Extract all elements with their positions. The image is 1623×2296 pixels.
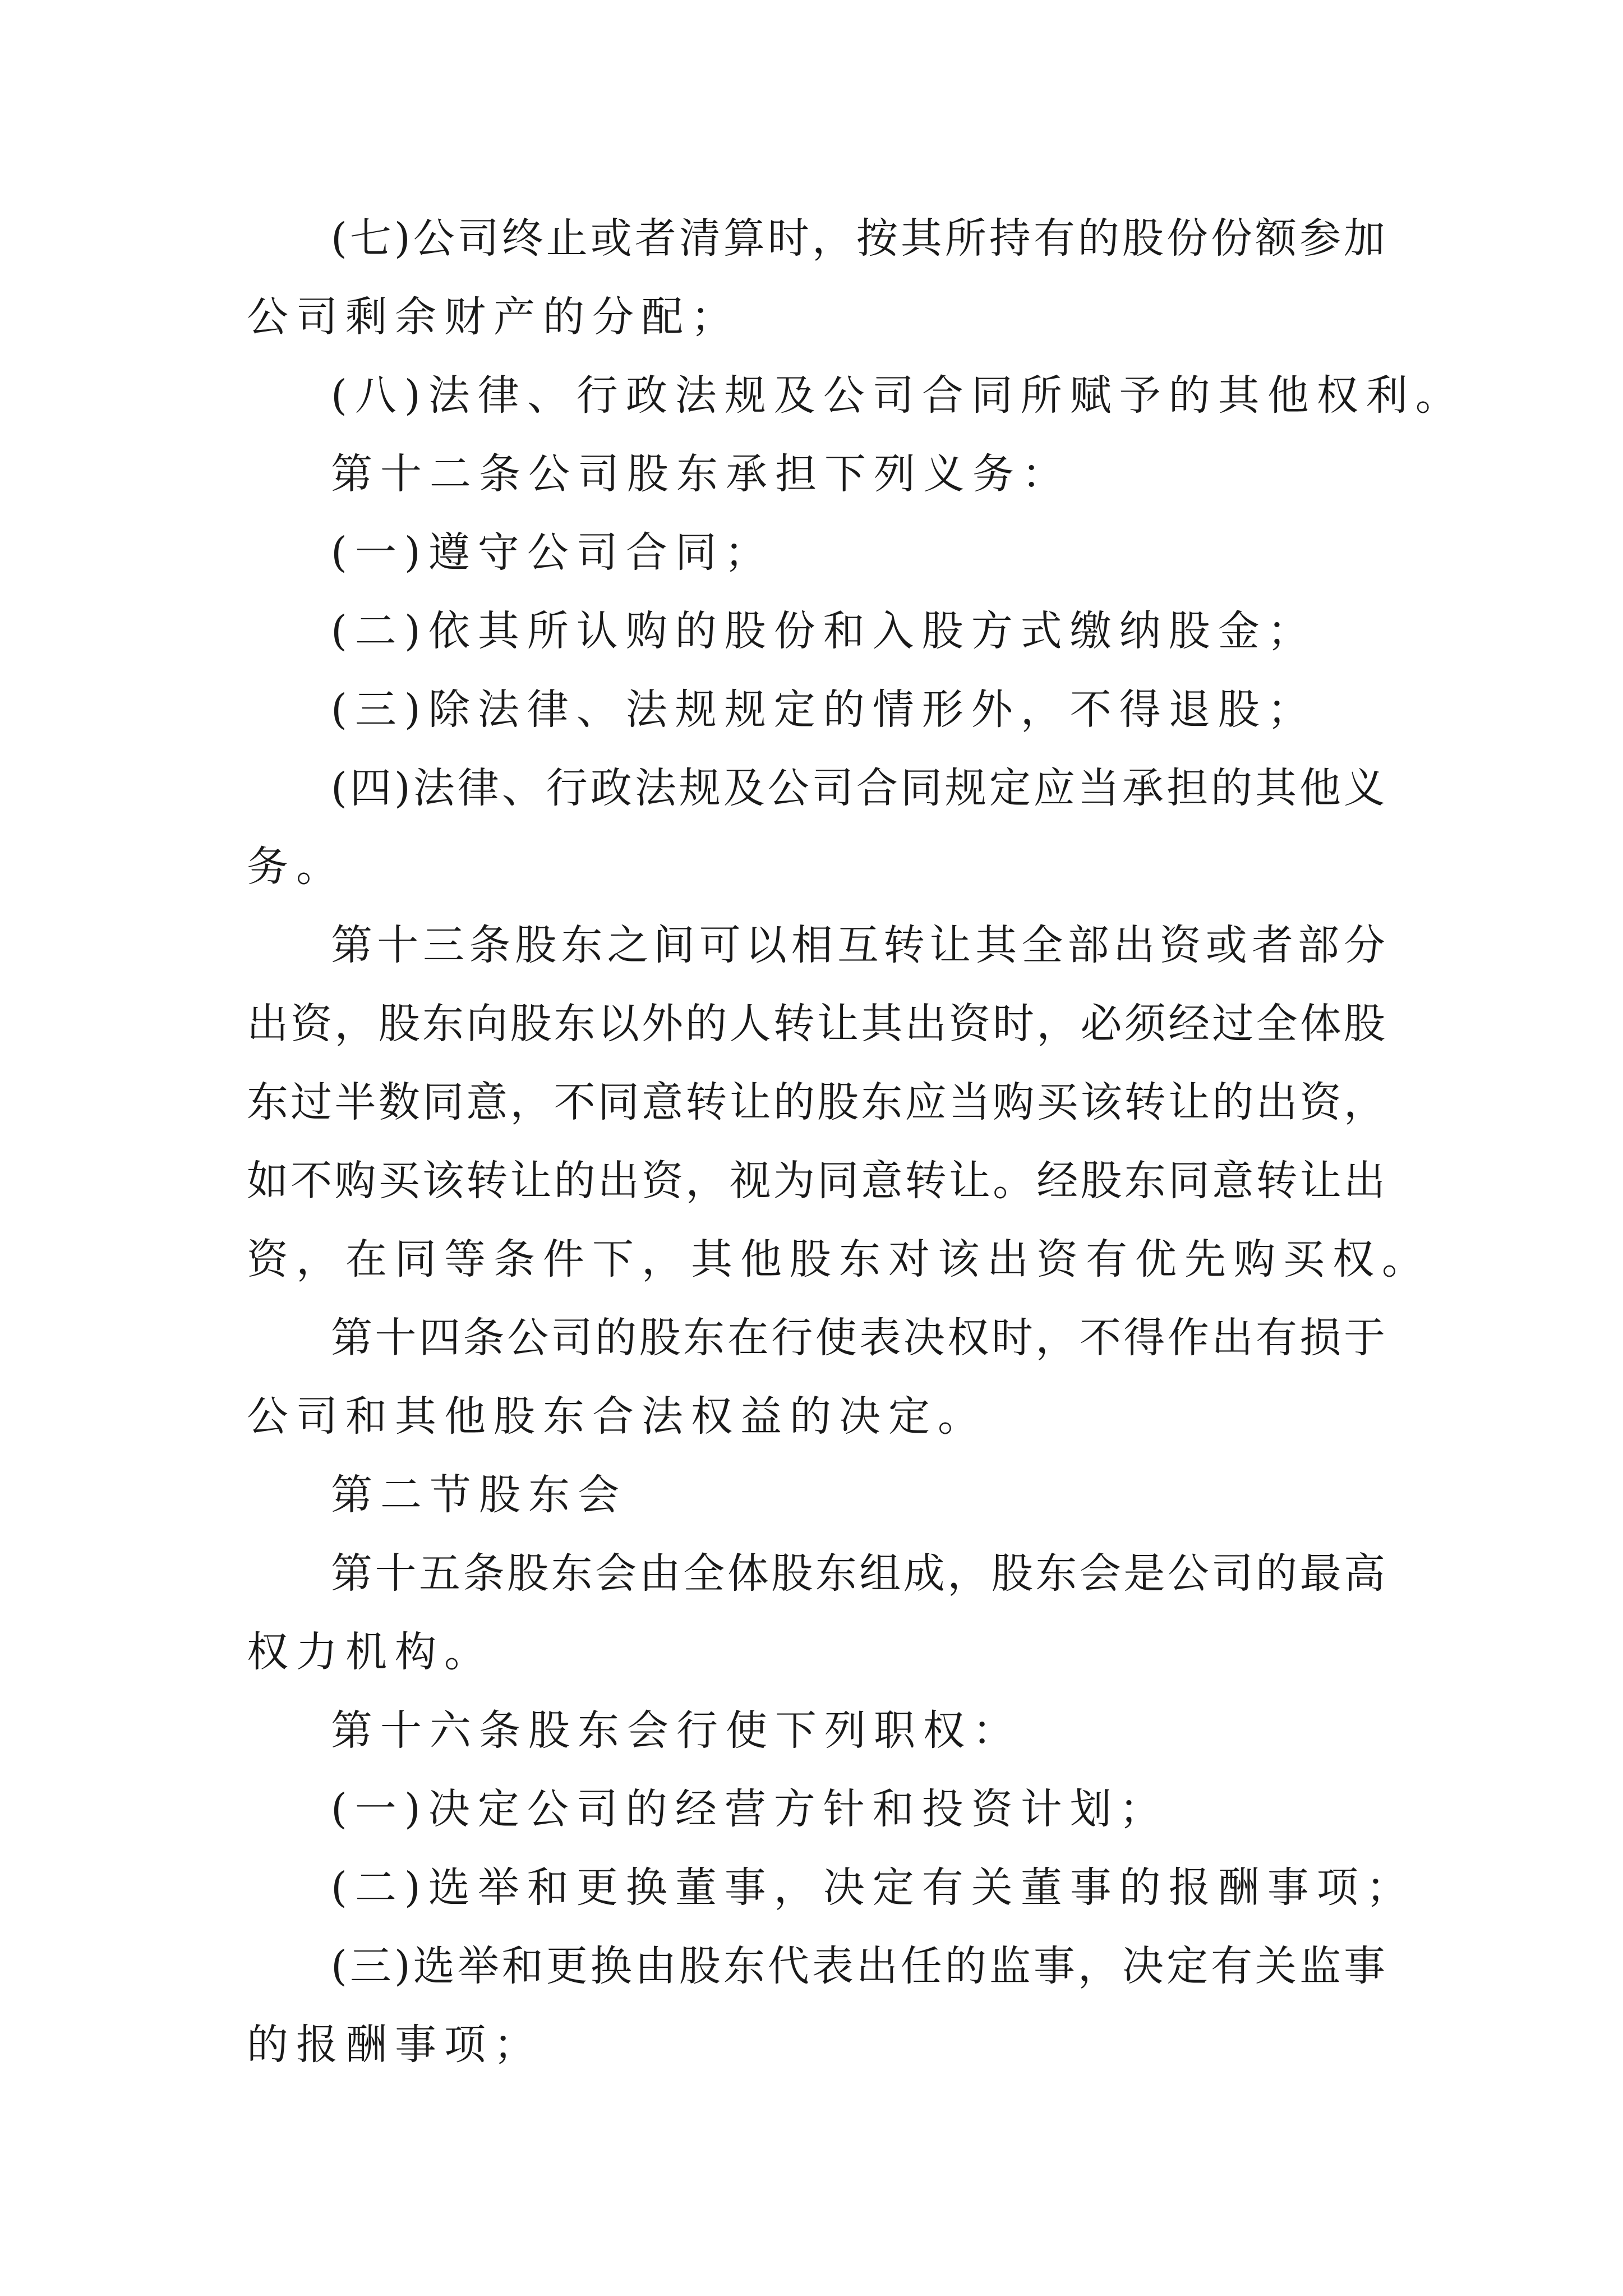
- text-line: (二)依其所认购的股份和入股方式缴纳股金；: [331, 607, 1317, 655]
- text-line: 东过半数同意，不同意转让的股东应当购买该转让的出资，: [247, 1078, 1385, 1126]
- text-line: 公司和其他股东合法权益的决定。: [247, 1392, 987, 1441]
- text-line: (三)除法律、法规规定的情形外，不得退股；: [331, 685, 1317, 734]
- text-line: (一)遵守公司合同；: [331, 528, 774, 577]
- text-line: 第二节股东会: [331, 1471, 627, 1519]
- text-line: 第十三条股东之间可以相互转让其全部出资或者部分: [331, 921, 1385, 969]
- text-line: 资，在同等条件下，其他股东对该出资有优先购买权。: [247, 1235, 1431, 1283]
- text-line: 第十二条公司股东承担下列义务：: [331, 450, 1071, 498]
- text-line: 权力机构。: [247, 1628, 494, 1676]
- text-line: (二)选举和更换董事，决定有关董事的报酬事项；: [331, 1864, 1415, 1912]
- document-page: [247, 199, 1465, 2084]
- text-line: 公司剩余财产的分配；: [247, 293, 740, 341]
- text-line: 务。: [247, 843, 345, 891]
- text-line: 出资，股东向股东以外的人转让其出资时，必须经过全体股: [247, 1000, 1385, 1048]
- text-line: (七)公司终止或者清算时，按其所持有的股份份额参加: [331, 214, 1385, 263]
- text-line: 第十五条股东会由全体股东组成，股东会是公司的最高: [331, 1549, 1385, 1598]
- text-line: 第十六条股东会行使下列职权：: [331, 1706, 1022, 1755]
- text-line: (三)选举和更换由股东代表出任的监事，决定有关监事: [331, 1942, 1385, 1990]
- text-line: 如不购买该转让的出资，视为同意转让。经股东同意转让出: [247, 1157, 1385, 1205]
- text-line: 第十四条公司的股东在行使表决权时，不得作出有损于: [331, 1314, 1385, 1362]
- text-line: 的报酬事项；: [247, 2021, 543, 2069]
- text-line: (八)法律、行政法规及公司合同所赋予的其他权利。: [331, 371, 1465, 420]
- text-line: (一)决定公司的经营方针和投资计划；: [331, 1785, 1169, 1833]
- text-line: (四)法律、行政法规及公司合同规定应当承担的其他义: [331, 764, 1385, 812]
